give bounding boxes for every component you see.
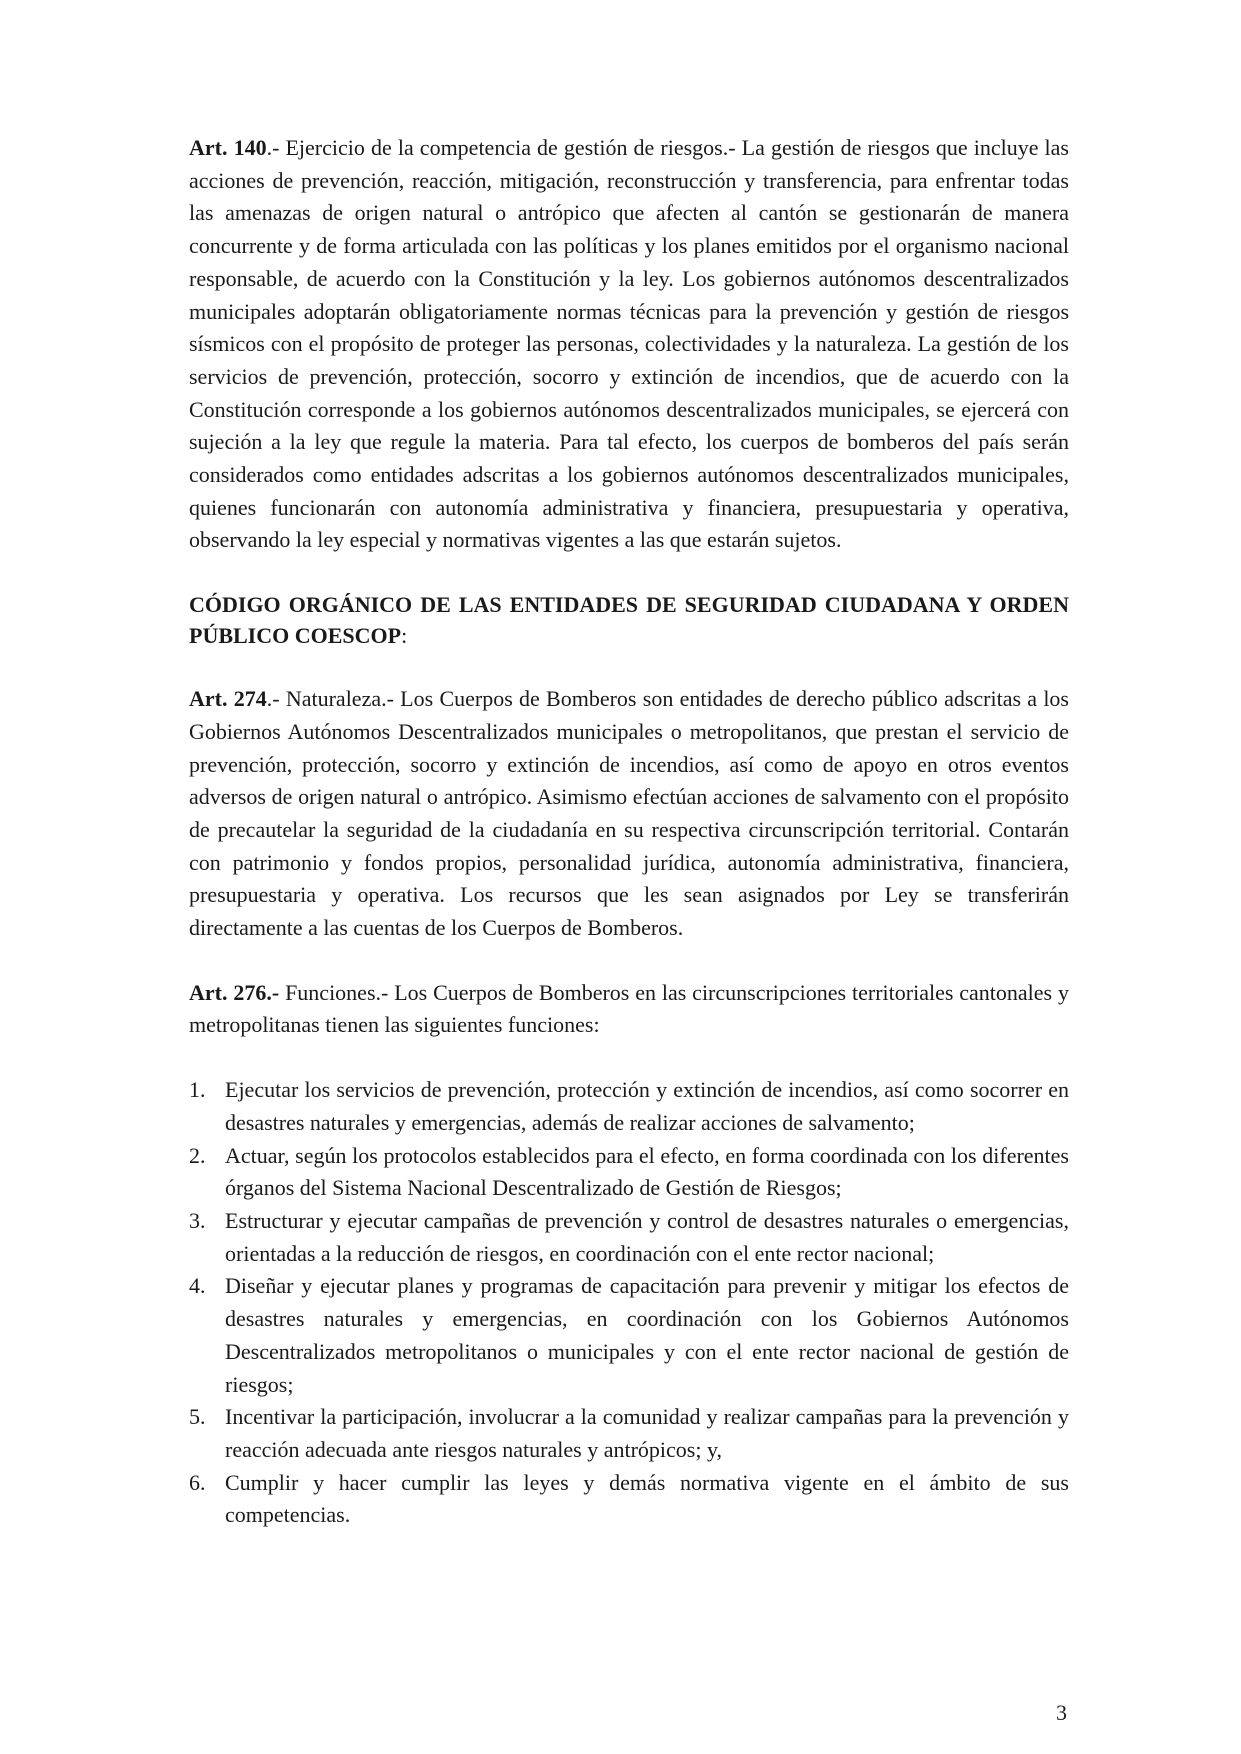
document-page [189, 132, 1069, 1532]
list-item [189, 1401, 1069, 1466]
article-274 [189, 683, 1069, 945]
article-274-label: Art. 274 [189, 686, 267, 712]
list-item-text: Cumplir y hacer cumplir las leyes y demás normativa vigente en el ámbito de sus competencias. [225, 1469, 1069, 1528]
article-140 [189, 132, 1069, 557]
list-item-number: 2. [189, 1142, 206, 1168]
paragraph-gap [189, 1042, 1069, 1074]
list-item-text: Estructurar y ejecutar campañas de prevención y control de desastres naturales o emergencias, orientadas a la reducción de riesgos, en coordinación con el ente rector nacional; [225, 1207, 1069, 1266]
list-item-number: 6. [189, 1469, 206, 1495]
list-item-text: Ejecutar los servicios de prevención, protección y extinción de incendios, así como socorrer en desastres naturales y emergencias, además de realizar acciones de salvamento; [225, 1077, 1069, 1135]
list-item [189, 1467, 1069, 1532]
article-276-text: Funciones.- Los Cuerpos de Bomberos en las circunscripciones territoriales cantonales y metropolitanas tienen las siguientes funciones: [189, 979, 1069, 1038]
article-276 [189, 977, 1069, 1042]
section-heading-colon: : [401, 623, 408, 649]
list-item-number: 3. [189, 1207, 206, 1233]
list-item-number: 1. [189, 1077, 206, 1103]
article-140-label: Art. 140 [189, 135, 267, 160]
list-item-number: 4. [189, 1273, 206, 1299]
article-274-text: .- Naturaleza.- Los Cuerpos de Bomberos son entidades de derecho público adscritas a los Gobiernos Autónomos Descentralizados municipales o metropolitanos, que prestan el servicio de prevención, protección, socorro y extinción de incendios, así como de apoyo en otros eventos adversos de origen natural o antrópico. Asimismo efectúan acciones de salvamento con el propósito de precautelar la seguridad de la ciudadanía en su respectiva circunscripción territorial. Contarán con patrimonio y fondos propios, personalidad jurídica, autonomía administrativa, financiera, presupuestaria y operativa. Los recursos que les sean asignados por Ley se transferirán directamente a las cuentas de los Cuerpos de Bomberos. [189, 686, 1069, 941]
section-heading-title: CÓDIGO ORGÁNICO DE LAS ENTIDADES DE SEGURIDAD CIUDADANA Y ORDEN PÚBLICO COESCOP [189, 592, 1069, 649]
article-276-label: Art. 276.- [189, 979, 280, 1005]
functions-list [189, 1074, 1069, 1532]
article-140-text: .- Ejercicio de la competencia de gestión de riesgos.- La gestión de riesgos que incluye las acciones de prevención, reacción, mitigación, reconstrucción y transferencia, para enfrentar todas las amenazas de origen natural o antrópico que afecten al cantón se gestionarán de manera concurrente y de forma articulada con las políticas y los planes emitidos por el organismo nacional responsable, de acuerdo con la Constitución y la ley. Los gobiernos autónomos descentralizados municipales adoptarán obligatoriamente normas técnicas para la prevención y gestión de riesgos sísmicos con el propósito de proteger las personas, colectividades y la naturaleza. La gestión de los servicios de prevención, protección, socorro y extinción de incendios, que de acuerdo con la Constitución corresponde a los gobiernos autónomos descentralizados municipales, se ejercerá con sujeción a la ley que regule la materia. Para tal efecto, los cuerpos de bomberos del país serán considerados como entidades adscritas a los gobiernos autónomos descentralizados municipales, quienes funcionarán con autonomía administrativa y financiera, presupuestaria y operativa, observando la ley especial y normativas vigentes a las que estarán sujetos. [189, 135, 1069, 553]
paragraph-gap [189, 557, 1069, 589]
list-item-text: Diseñar y ejecutar planes y programas de capacitación para prevenir y mitigar los efectos de desastres naturales y emergencias, en coordinación con los Gobiernos Autónomos Descentralizados metropolitanos o municipales y con el ente rector nacional de gestión de riesgos; [225, 1273, 1069, 1397]
paragraph-gap [189, 651, 1069, 683]
list-item-number: 5. [189, 1404, 206, 1430]
list-item [189, 1074, 1069, 1139]
list-item [189, 1270, 1069, 1401]
paragraph-gap [189, 945, 1069, 977]
section-heading [189, 589, 1069, 651]
page-number: 3 [1056, 1700, 1067, 1725]
list-item [189, 1205, 1069, 1270]
list-item-text: Incentivar la participación, involucrar a la comunidad y realizar campañas para la prevención y reacción adecuada ante riesgos naturales y antrópicos; y, [225, 1404, 1069, 1462]
list-item-text: Actuar, según los protocolos establecidos para el efecto, en forma coordinada con los diferentes órganos del Sistema Nacional Descentralizado de Gestión de Riesgos; [225, 1142, 1069, 1201]
list-item [189, 1140, 1069, 1205]
